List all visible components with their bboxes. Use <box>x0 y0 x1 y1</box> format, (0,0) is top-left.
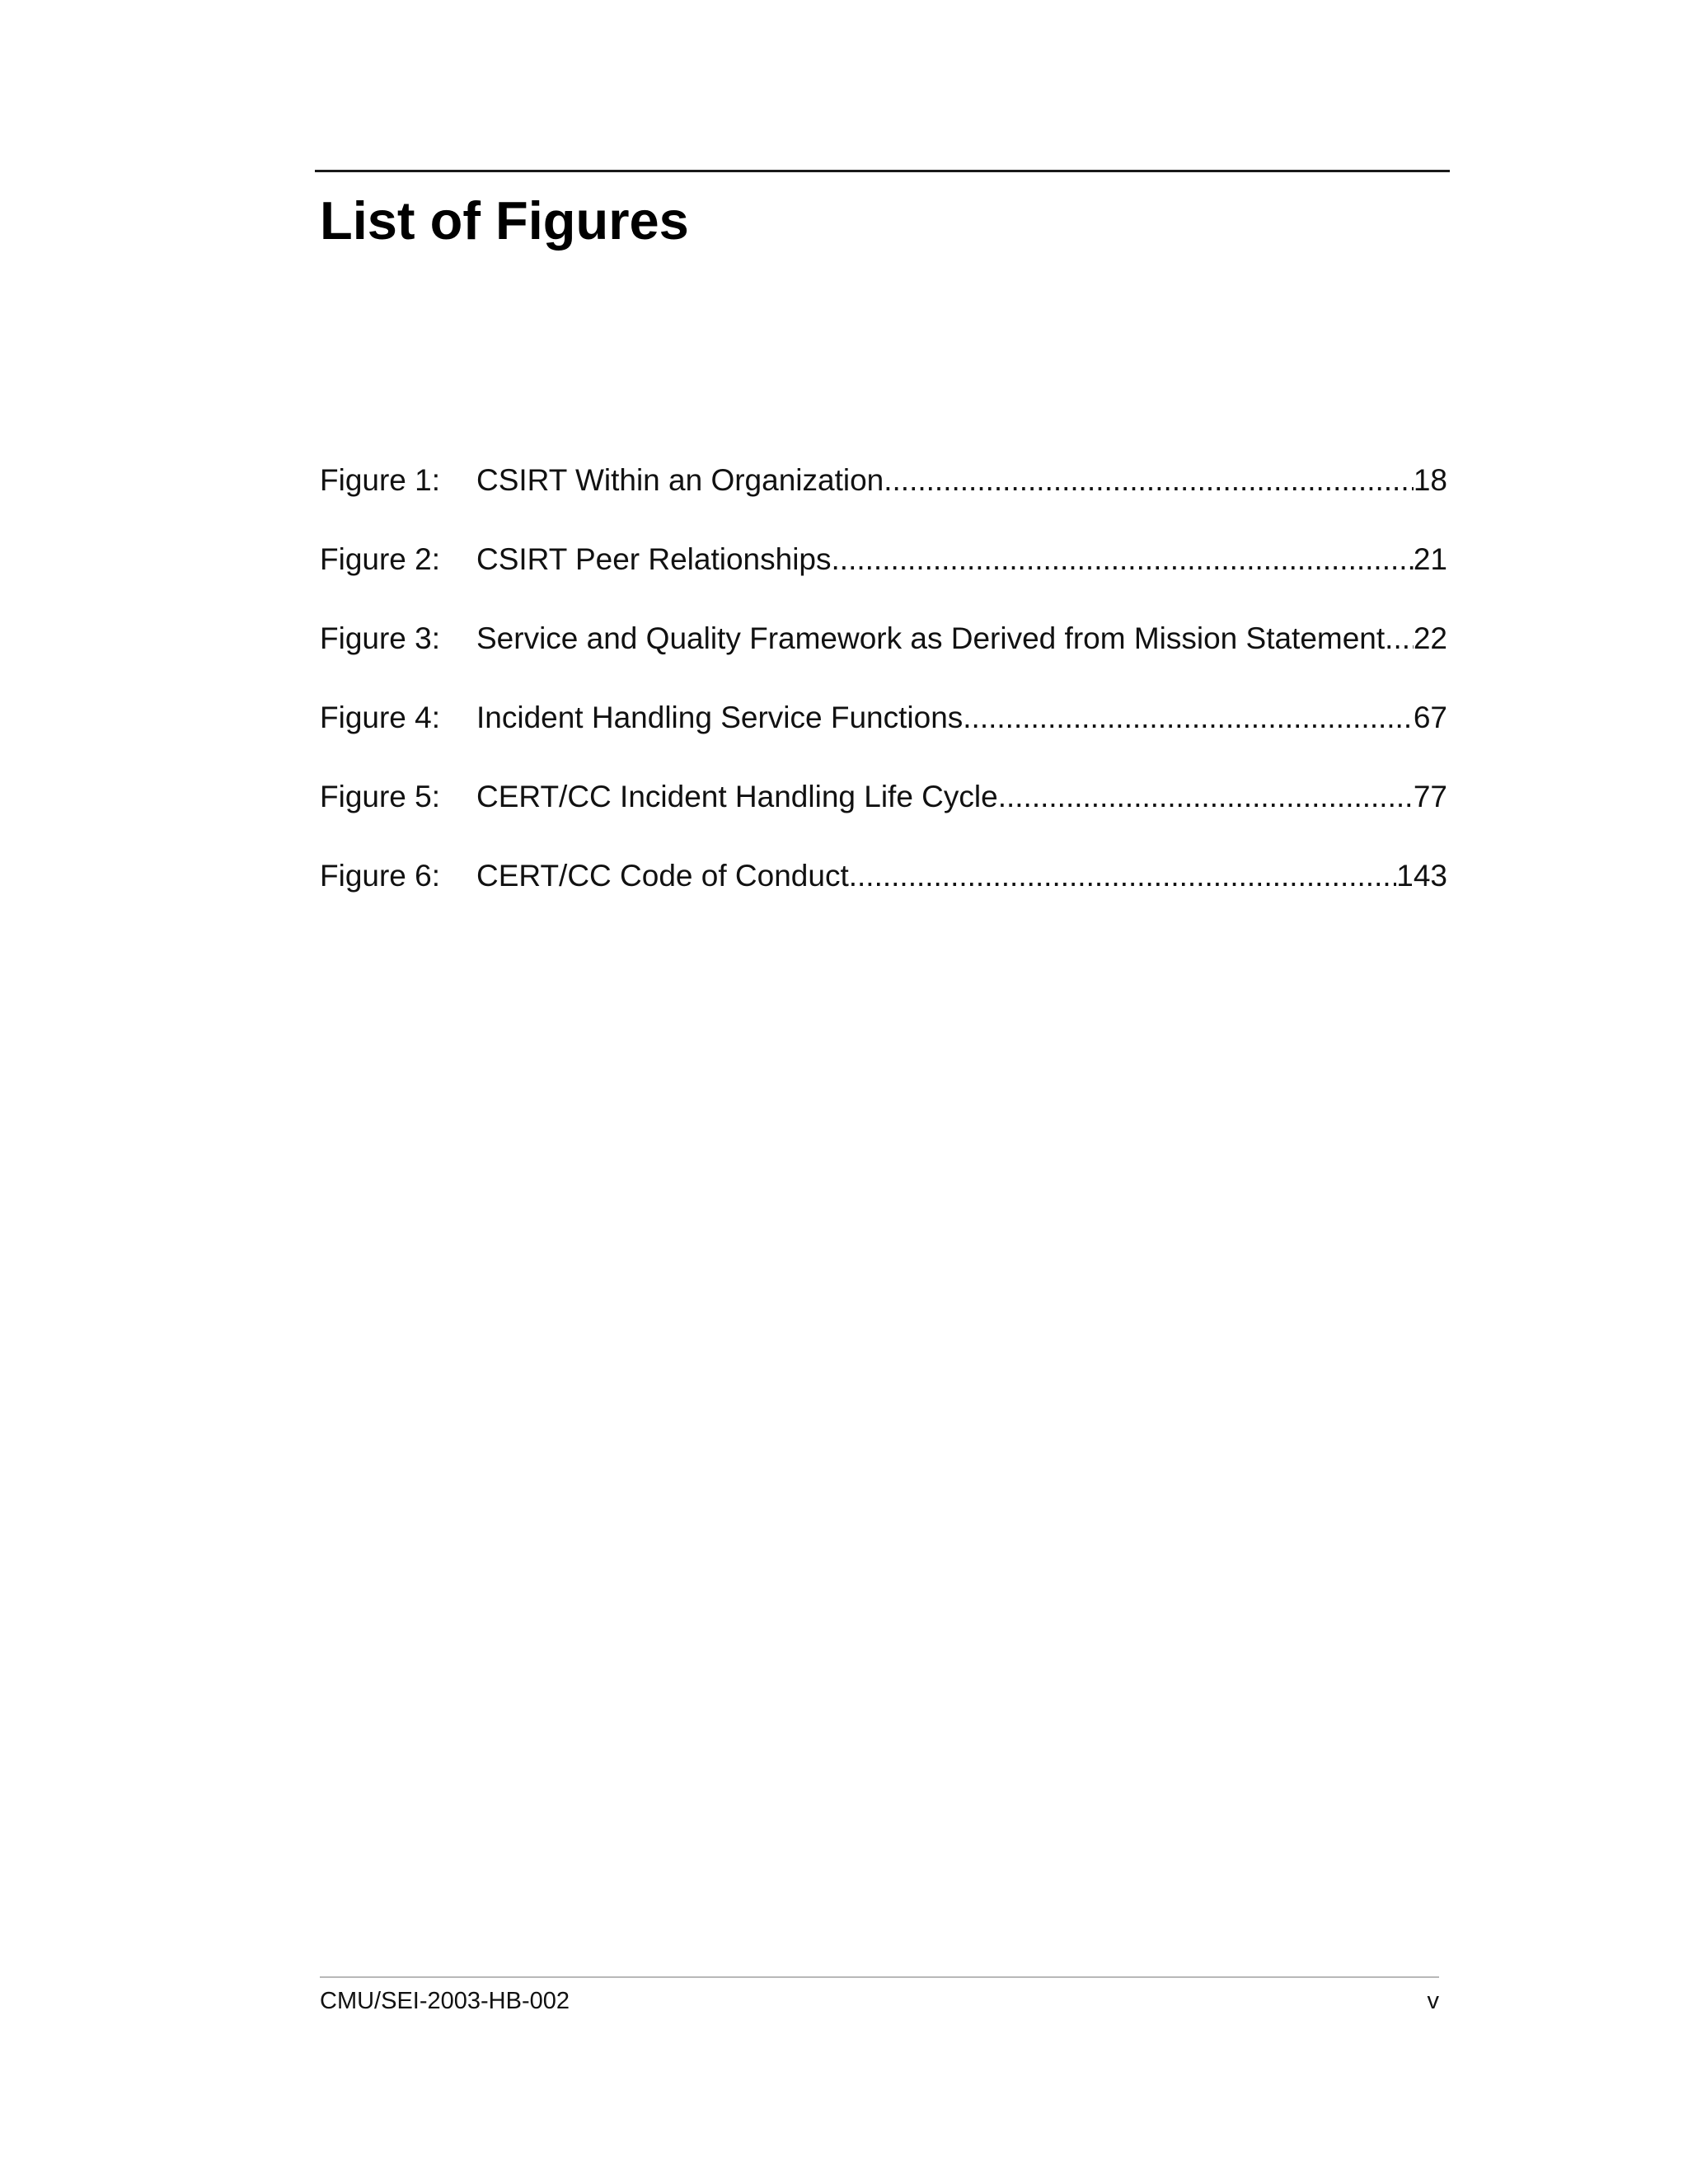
figure-entry[interactable] <box>320 857 1447 936</box>
figure-page-number[interactable]: 18 <box>1413 463 1447 497</box>
dot-leader <box>884 462 1414 499</box>
figure-page-number[interactable]: 143 <box>1396 859 1447 893</box>
figure-title[interactable]: Service and Quality Framework as Derived from Mission Statement <box>476 621 1386 655</box>
figure-label: Figure 3: <box>320 621 441 655</box>
dot-leader <box>963 699 1414 737</box>
figure-title[interactable]: CERT/CC Incident Handling Life Cycle <box>476 780 998 813</box>
top-rule <box>315 170 1450 172</box>
figure-page-number[interactable]: 67 <box>1413 701 1447 734</box>
figure-entry[interactable] <box>320 462 1447 541</box>
page-title: List of Figures <box>320 190 689 251</box>
footer-rule <box>320 1976 1439 1978</box>
figure-label: Figure 4: <box>320 701 441 734</box>
footer-document-id: CMU/SEI-2003-HB-002 <box>320 1988 570 2014</box>
figure-label: Figure 1: <box>320 463 441 497</box>
figure-list <box>320 462 1447 936</box>
figure-entry[interactable] <box>320 699 1447 778</box>
figure-page-number[interactable]: 22 <box>1413 621 1447 655</box>
figure-label: Figure 6: <box>320 859 441 893</box>
figure-page-number[interactable]: 77 <box>1413 780 1447 813</box>
figure-entry[interactable] <box>320 778 1447 857</box>
figure-label: Figure 2: <box>320 542 441 576</box>
figure-entry[interactable] <box>320 620 1447 699</box>
figure-label: Figure 5: <box>320 780 441 813</box>
dot-leader <box>849 857 1397 895</box>
figure-title[interactable]: CSIRT Peer Relationships <box>476 542 832 576</box>
figure-entry[interactable] <box>320 541 1447 620</box>
dot-leader <box>832 541 1414 579</box>
figure-title[interactable]: CERT/CC Code of Conduct <box>476 859 849 893</box>
figure-title[interactable]: CSIRT Within an Organization <box>476 463 884 497</box>
figure-title[interactable]: Incident Handling Service Functions <box>476 701 964 734</box>
dot-leader <box>1385 620 1414 658</box>
footer-page-number: v <box>1427 1988 1439 2014</box>
dot-leader <box>998 778 1414 816</box>
figure-page-number[interactable]: 21 <box>1413 542 1447 576</box>
